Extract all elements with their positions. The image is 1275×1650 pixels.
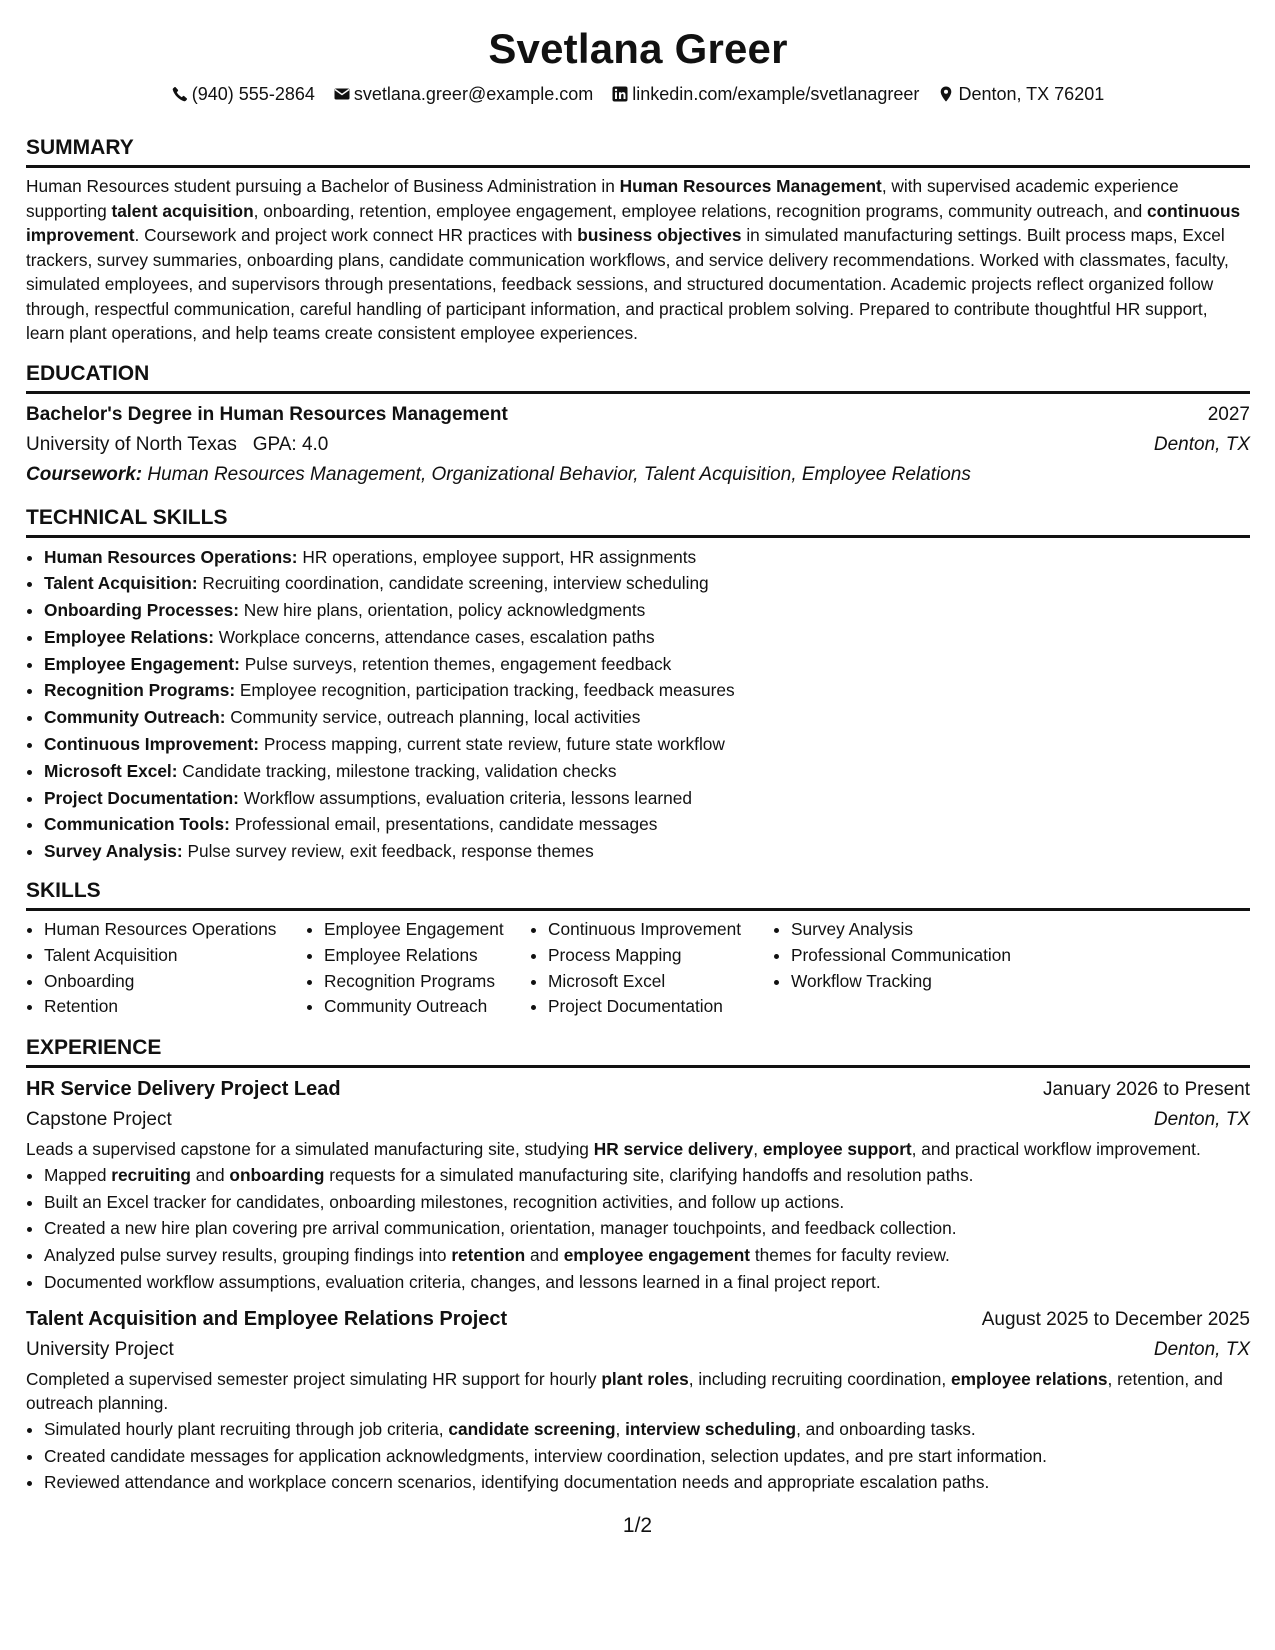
bold-phrase: recruiting	[111, 1164, 191, 1185]
text-run: , and practical workflow improvement.	[911, 1139, 1201, 1160]
technical-skills-section	[26, 504, 1250, 866]
technical-skill-label: Survey Analysis:	[44, 841, 183, 862]
job-bullet	[44, 1269, 1250, 1296]
job-bullet	[44, 1215, 1250, 1242]
education-section	[26, 360, 1250, 490]
text-run: . Coursework and project work connect HR practices with	[134, 225, 578, 245]
summary-section	[26, 134, 1250, 346]
technical-skill-label: Microsoft Excel:	[44, 760, 178, 781]
technical-skill-detail: Professional email, presentations, candidate messages	[229, 814, 658, 835]
text-run: Analyzed pulse survey results, grouping findings into	[44, 1245, 452, 1266]
technical-skill-item	[44, 811, 1250, 838]
bold-phrase: business objectives	[577, 225, 742, 245]
job-bullets	[26, 1162, 1250, 1296]
skills-column	[306, 917, 530, 1020]
candidate-name: Svetlana Greer	[488, 25, 788, 72]
bold-phrase: continuous improvement	[26, 200, 1241, 245]
text-run: ,	[753, 1139, 763, 1160]
technical-skill-item	[44, 785, 1250, 812]
skills-grid	[26, 917, 1250, 1020]
skill-item: • Recognition Programs	[324, 969, 530, 995]
graduation-year: 2027	[1207, 403, 1250, 425]
school-location: Denton, TX	[1153, 433, 1250, 455]
text-run: Human Resources student pursuing a Bachelor of Business Administration in	[26, 176, 620, 196]
text-run: Built an Excel tracker for candidates, onboarding milestones, recognition activities, and follow up actions.	[44, 1191, 845, 1212]
job-title-row	[26, 1074, 1250, 1105]
map-pin-icon	[938, 86, 954, 102]
text-run: in simulated manufacturing settings. Built process maps, Excel trackers, survey summaries, onboarding plans, candidate communication workflows, and service delivery recommendations. Worked with classmates, faculty, simulated employees, and supervisors through presentations, feedback sessions, and structured documentation. Academic projects reflect organized follow through, respectful communication, careful handling of participant information, and practical problem solving. Prepared to contribute thoughtful HR support, learn plant operations, and help teams create consistent employee experiences.	[26, 225, 1229, 343]
coursework-list: Human Resources Management, Organizational Behavior, Talent Acquisition, Employee Relations	[147, 463, 971, 485]
coursework-label: Coursework:	[26, 463, 143, 485]
degree-title: Bachelor's Degree in Human Resources Management	[26, 403, 508, 425]
technical-skill-detail: Candidate tracking, milestone tracking, validation checks	[177, 760, 617, 781]
skill-item: • Retention	[44, 994, 306, 1020]
text-run: , retention, and outreach planning.	[26, 1368, 1223, 1414]
technical-skill-label: Employee Engagement:	[44, 653, 240, 674]
skills-column	[26, 917, 306, 1020]
technical-skill-detail: Workflow assumptions, evaluation criteria, lessons learned	[238, 787, 692, 808]
contact-location	[938, 82, 1104, 106]
technical-skill-detail: HR operations, employee support, HR assignments	[297, 546, 697, 567]
job-dates: January 2026 to Present	[1042, 1079, 1250, 1101]
job-organization: Capstone Project	[26, 1109, 172, 1131]
technical-skill-label: Talent Acquisition:	[44, 573, 198, 594]
job-bullet	[44, 1416, 1250, 1443]
skill-item: • Process Mapping	[548, 943, 773, 969]
school-line	[26, 430, 328, 460]
job-bullet	[44, 1162, 1250, 1189]
section-divider	[26, 908, 1250, 911]
bold-phrase: employee relations	[950, 1368, 1108, 1389]
text-run: Simulated hourly plant recruiting through job criteria,	[44, 1418, 449, 1439]
technical-skill-item	[44, 570, 1250, 597]
skill-item: • Employee Relations	[324, 943, 530, 969]
technical-skill-item	[44, 838, 1250, 865]
technical-skill-label: Onboarding Processes:	[44, 600, 239, 621]
job-org-row	[26, 1335, 1250, 1365]
coursework-line	[26, 460, 1250, 490]
education-school-row	[26, 430, 1250, 460]
technical-skill-detail: Process mapping, current state review, future state workflow	[259, 734, 725, 755]
phone-text: (940) 555-2864	[191, 84, 315, 104]
skill-item: • Microsoft Excel	[548, 969, 773, 995]
section-divider	[26, 391, 1250, 394]
job-description	[26, 1137, 1250, 1162]
technical-skill-label: Communication Tools:	[44, 814, 230, 835]
job-description	[26, 1367, 1250, 1416]
text-run: , onboarding, retention, employee engagement, employee relations, recognition programs, community outreach, and	[253, 200, 1148, 221]
text-run: Completed a supervised semester project simulating HR support for hourly	[26, 1368, 602, 1389]
technical-skill-detail: Employee recognition, participation tracking, feedback measures	[235, 680, 735, 701]
text-run: themes for faculty review.	[750, 1245, 950, 1266]
page-number: 1/2	[622, 1514, 653, 1537]
technical-skill-item	[44, 758, 1250, 785]
technical-skill-item	[44, 597, 1250, 624]
email-text: svetlana.greer@example.com	[353, 84, 594, 104]
bold-phrase: retention	[451, 1245, 526, 1266]
text-run: Mapped	[44, 1164, 112, 1185]
skill-item: • Onboarding	[44, 969, 306, 995]
bold-phrase: employee support	[762, 1139, 912, 1160]
skill-item: • Continuous Improvement	[548, 917, 773, 943]
contact-linkedin[interactable]	[612, 82, 919, 106]
text-run: , including recruiting coordination,	[688, 1368, 951, 1389]
text-run: Created candidate messages for application acknowledgments, interview coordination, selection updates, and pre start information.	[44, 1445, 1047, 1466]
skill-item: • Project Documentation	[548, 994, 773, 1020]
contact-email[interactable]	[334, 82, 593, 106]
technical-skill-detail: Recruiting coordination, candidate screening, interview scheduling	[197, 573, 709, 594]
section-divider	[26, 165, 1250, 168]
technical-skill-detail: Workplace concerns, attendance cases, escalation paths	[213, 626, 655, 647]
technical-skill-item	[44, 544, 1250, 571]
technical-skill-label: Community Outreach:	[44, 707, 226, 728]
bold-phrase: employee engagement	[563, 1245, 751, 1266]
text-run: , with supervised academic experience supporting	[26, 176, 1179, 221]
skill-item: • Community Outreach	[324, 994, 530, 1020]
linkedin-text: linkedin.com/example/svetlanagreer	[632, 84, 920, 104]
text-run: and	[190, 1164, 230, 1185]
experience-entry	[26, 1304, 1250, 1496]
technical-skill-detail: New hire plans, orientation, policy acknowledgments	[238, 600, 646, 621]
job-dates: August 2025 to December 2025	[981, 1308, 1250, 1330]
bold-phrase: interview scheduling	[625, 1418, 797, 1439]
job-bullet	[44, 1443, 1250, 1470]
text-run: Created a new hire plan covering pre arrival communication, orientation, manager touchpoints, and feedback collection.	[44, 1218, 957, 1239]
job-organization: University Project	[26, 1338, 174, 1360]
bold-phrase: HR service delivery	[593, 1139, 754, 1160]
job-location: Denton, TX	[1153, 1338, 1250, 1360]
technical-skill-item	[44, 677, 1250, 704]
technical-skill-item	[44, 704, 1250, 731]
text-run: requests for a simulated manufacturing site, clarifying handoffs and resolution paths.	[324, 1164, 974, 1185]
job-bullets	[26, 1416, 1250, 1496]
education-heading: EDUCATION	[26, 361, 150, 385]
technical-skill-item	[44, 651, 1250, 678]
job-org-row	[26, 1105, 1250, 1135]
contact-bar	[26, 82, 1250, 106]
experience-entry	[26, 1074, 1250, 1295]
job-title: HR Service Delivery Project Lead	[26, 1078, 341, 1101]
skills-heading: SKILLS	[26, 879, 101, 903]
skill-item: • Talent Acquisition	[44, 943, 306, 969]
gpa: GPA: 4.0	[252, 433, 329, 455]
technical-skills-list	[26, 544, 1250, 866]
technical-skills-heading: TECHNICAL SKILLS	[26, 505, 228, 529]
experience-heading: EXPERIENCE	[26, 1036, 162, 1060]
technical-skill-detail: Pulse survey review, exit feedback, response themes	[182, 841, 594, 862]
skills-column	[530, 917, 773, 1020]
envelope-icon	[334, 86, 350, 102]
job-title: Talent Acquisition and Employee Relations Project	[26, 1307, 508, 1330]
skill-item: • Employee Engagement	[324, 917, 530, 943]
summary-text	[26, 174, 1250, 346]
text-run: Documented workflow assumptions, evaluation criteria, changes, and lessons learned in a final project report.	[44, 1271, 881, 1292]
linkedin-icon	[612, 86, 628, 102]
technical-skill-label: Employee Relations:	[44, 626, 214, 647]
text-run: and	[525, 1245, 564, 1266]
education-degree-row	[26, 400, 1250, 430]
technical-skill-label: Project Documentation:	[44, 787, 239, 808]
skill-item: • Workflow Tracking	[791, 969, 1053, 995]
technical-skill-detail: Community service, outreach planning, local activities	[225, 707, 641, 728]
school-name: University of North Texas	[26, 433, 237, 455]
job-location: Denton, TX	[1153, 1109, 1250, 1131]
job-bullet	[44, 1469, 1250, 1496]
phone-icon	[172, 86, 188, 102]
technical-skill-label: Human Resources Operations:	[44, 546, 298, 567]
technical-skill-item	[44, 731, 1250, 758]
bold-phrase: onboarding	[229, 1164, 325, 1185]
skill-item: • Professional Communication	[791, 943, 1053, 969]
text-run: ,	[615, 1418, 626, 1439]
skills-column	[773, 917, 1053, 1020]
skill-item: • Survey Analysis	[791, 917, 1053, 943]
text-run: , and onboarding tasks.	[796, 1418, 976, 1439]
skill-item: • Human Resources Operations	[44, 917, 306, 943]
location-text: Denton, TX 76201	[958, 84, 1105, 104]
skills-section	[26, 877, 1250, 1020]
bold-phrase: Human Resources Management	[619, 176, 882, 196]
experience-list	[26, 1074, 1250, 1496]
text-run: Reviewed attendance and workplace concern scenarios, identifying documentation needs and appropriate escalation paths.	[44, 1472, 990, 1493]
bold-phrase: plant roles	[601, 1368, 689, 1389]
job-bullet	[44, 1189, 1250, 1216]
bold-phrase: talent acquisition	[111, 200, 254, 221]
summary-heading: SUMMARY	[26, 136, 134, 159]
technical-skill-label: Continuous Improvement:	[44, 734, 260, 755]
contact-phone[interactable]	[172, 82, 315, 106]
technical-skill-item	[44, 624, 1250, 651]
technical-skill-detail: Pulse surveys, retention themes, engagement feedback	[239, 653, 672, 674]
section-divider	[26, 535, 1250, 538]
section-divider	[26, 1065, 1250, 1068]
technical-skill-label: Recognition Programs:	[44, 680, 236, 701]
job-bullet	[44, 1242, 1250, 1269]
bold-phrase: candidate screening	[448, 1418, 616, 1439]
text-run: Leads a supervised capstone for a simulated manufacturing site, studying	[26, 1139, 594, 1160]
experience-section	[26, 1034, 1250, 1496]
job-title-row	[26, 1304, 1250, 1335]
